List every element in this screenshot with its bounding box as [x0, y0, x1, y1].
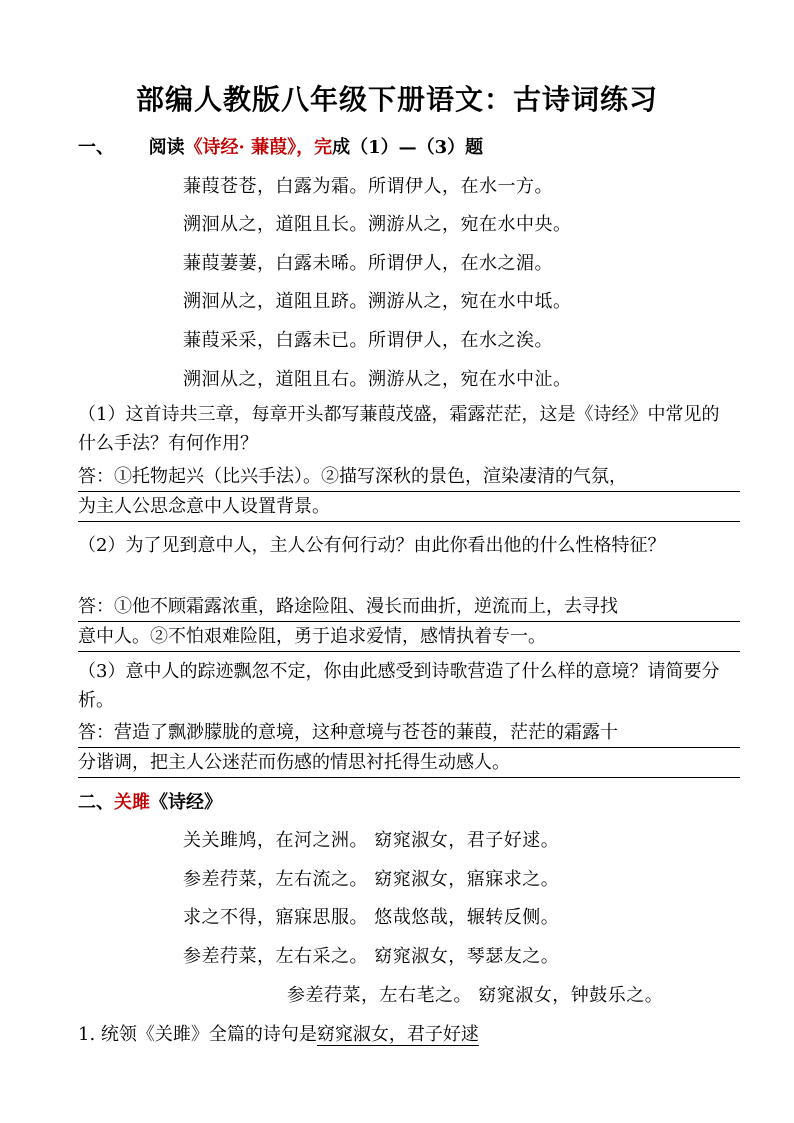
poem2-line: 参差荇菜，左右采之。 窈窕淑女，琴瑟友之。 — [183, 946, 560, 967]
poem1-line: 溯洄从之，道阻且长。溯游从之，宛在水中央。 — [183, 214, 572, 235]
poem1-line: 蒹葭采采，白露未已。所谓伊人，在水之涘。 — [183, 330, 553, 351]
section1-heading-pre: 阅读 — [148, 137, 185, 158]
section2-number: 二、 — [78, 792, 114, 813]
page-title: 部编人教版八年级下册语文：古诗词练习 — [135, 83, 658, 116]
answer-line: 答：①他不顾霜露浓重，路途险阻、漫长而曲折，逆流而上，去寻找 — [78, 592, 740, 622]
section2-heading-post: 《诗经》 — [150, 792, 222, 813]
answer-1 — [78, 462, 740, 522]
answer-2 — [78, 592, 740, 652]
answer-line: 答：营造了飘渺朦胧的意境，这种意境与苍苍的蒹葭，茫茫的霜露十 — [78, 718, 740, 748]
question-3: （3）意中人的踪迹飘忽不定，你由此感受到诗歌营造了什么样的意境？请简要分析。 — [78, 661, 720, 711]
answer-line: 分谐调，把主人公迷茫而伤感的情思衬托得生动感人。 — [78, 748, 740, 778]
poem1-line: 溯洄从之，道阻且右。溯游从之，宛在水中沚。 — [183, 369, 572, 390]
poem1-line: 溯洄从之，道阻且跻。溯游从之，宛在水中坻。 — [183, 291, 572, 312]
question-1: （1）这首诗共三章，每章开头都写蒹葭茂盛，霜露茫茫，这是《诗经》中常见的什么手法？有何作用？ — [78, 404, 720, 454]
poem1-line: 蒹葭苍苍，白露为霜。所谓伊人，在水一方。 — [183, 176, 553, 197]
poem2-line: 参差荇菜，左右芼之。 窈窕淑女，钟鼓乐之。 — [287, 985, 664, 1006]
section1-heading-post: 成（1）—（3）题 — [332, 137, 484, 158]
poem1-line: 蒹葭萋萋，白露未晞。所谓伊人，在水之湄。 — [183, 253, 553, 274]
section1-number: 一、 — [78, 137, 114, 158]
poem2-line: 关关雎鸠，在河之洲。 窈窕淑女，君子好逑。 — [183, 830, 560, 851]
answer-3 — [78, 718, 740, 778]
section2-question-1 — [78, 1020, 479, 1046]
answer-line: 意中人。②不怕艰难险阻，勇于追求爱情，感情执着专一。 — [78, 622, 740, 652]
section1-heading — [78, 133, 483, 159]
poem2-line: 参差荇菜，左右流之。 窈窕淑女，寤寐求之。 — [183, 869, 560, 890]
section2-question-1-text: 1. 统领《关雎》全篇的诗句是 — [78, 1024, 317, 1045]
answer-line: 答：①托物起兴（比兴手法）。②描写深秋的景色，渲染凄清的气氛， — [78, 462, 740, 492]
section2-question-1-answer: 窈窕淑女，君子好逑 — [316, 1024, 479, 1045]
section2-heading — [78, 788, 222, 814]
answer-line: 为主人公思念意中人设置背景。 — [78, 492, 740, 522]
question-2: （2）为了见到意中人，主人公有何行动？由此你看出他的什么性格特征？ — [78, 535, 666, 556]
poem2-line: 求之不得，寤寐思服。 悠哉悠哉，辗转反侧。 — [183, 907, 560, 928]
section1-heading-red: 《诗经· 蒹葭》，完 — [184, 137, 333, 158]
section2-heading-red: 关雎 — [114, 792, 150, 813]
